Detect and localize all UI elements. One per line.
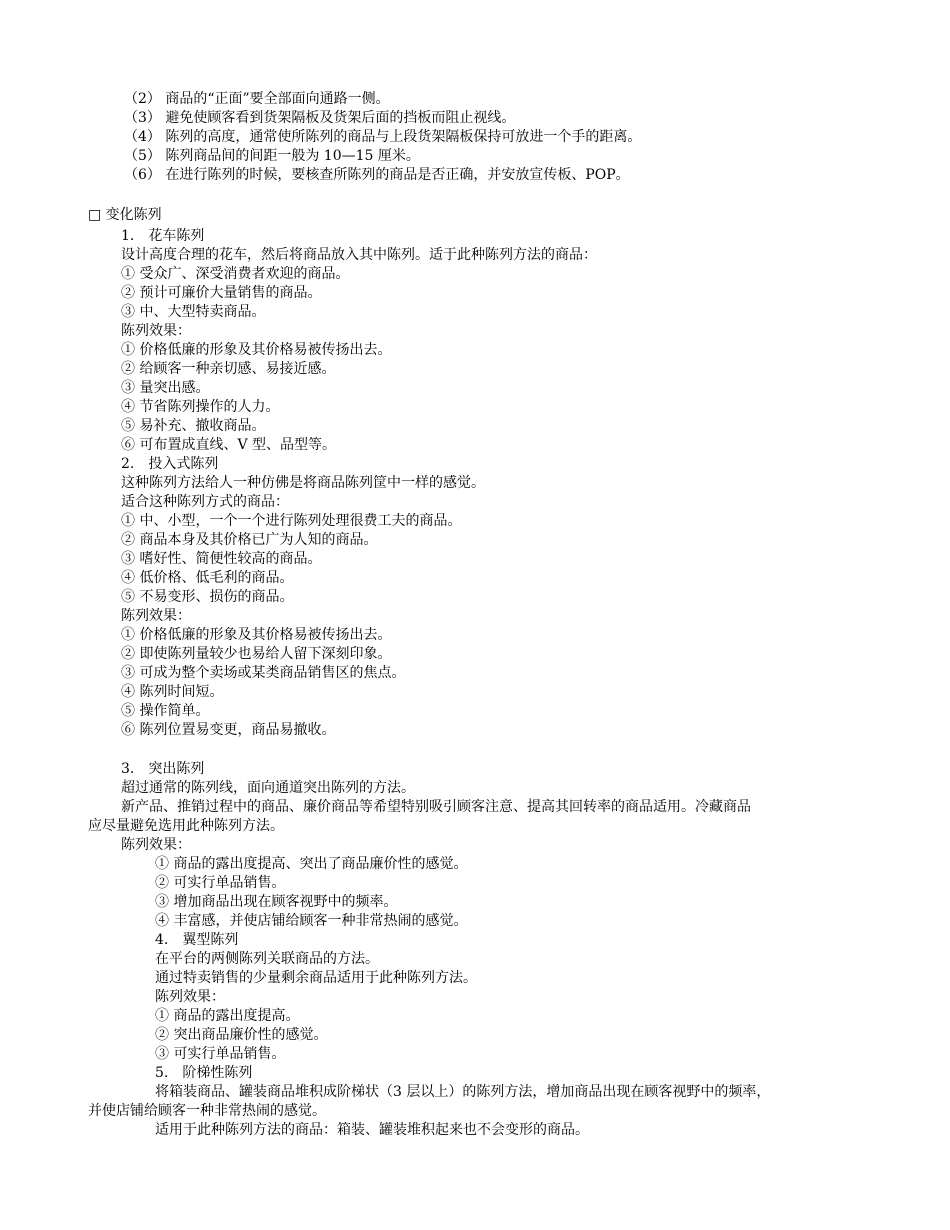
intro-item: （3） 避免使顾客看到货架隔板及货架后面的挡板而阻止视线。 — [124, 110, 516, 126]
s4-effect-item: ③ 可实行单品销售。 — [155, 1046, 286, 1062]
s2-goods-item: ④ 低价格、低毛利的商品。 — [121, 570, 294, 586]
s3-title: 3. 突出陈列 — [121, 761, 205, 777]
s3-desc: 超过通常的陈列线，面向通道突出陈列的方法。 — [121, 780, 415, 796]
s1-title: 1. 花车陈列 — [121, 228, 205, 244]
s1-effect-item: ① 价格低廉的形象及其价格易被传扬出去。 — [121, 342, 392, 358]
section-heading: □ 变化陈列 — [88, 207, 162, 223]
s5-para-line: 将箱装商品、罐装商品堆积成阶梯状（3 层以上）的陈列方法，增加商品出现在顾客视野中的频率， — [155, 1084, 771, 1100]
s2-effect-item: ⑤ 操作简单。 — [121, 703, 210, 719]
s2-effect-item: ① 价格低廉的形象及其价格易被传扬出去。 — [121, 627, 392, 643]
s5-para-line: 并使店铺给顾客一种非常热闹的感觉。 — [88, 1103, 326, 1119]
s1-effect-label: 陈列效果： — [121, 323, 191, 339]
s2-effect-item: ④ 陈列时间短。 — [121, 684, 224, 700]
s3-effect-item: ① 商品的露出度提高、突出了商品廉价性的感觉。 — [155, 856, 468, 872]
s1-goods-item: ① 受众广、深受消费者欢迎的商品。 — [121, 266, 350, 282]
s5-goods: 适用于此种陈列方法的商品：箱装、罐装堆积起来也不会变形的商品。 — [155, 1122, 589, 1138]
s1-effect-item: ④ 节省陈列操作的人力。 — [121, 399, 280, 415]
s2-desc: 这种陈列方法给人一种仿佛是将商品陈列筐中一样的感觉。 — [121, 475, 485, 491]
s5-title: 5. 阶梯性陈列 — [155, 1065, 253, 1081]
s2-effect-item: ③ 可成为整个卖场或某类商品销售区的焦点。 — [121, 665, 406, 681]
intro-item: （4） 陈列的高度，通常使所陈列的商品与上段货架隔板保持可放进一个手的距离。 — [124, 129, 642, 145]
s3-effect-item: ② 可实行单品销售。 — [155, 875, 286, 891]
s1-goods-item: ③ 中、大型特卖商品。 — [121, 304, 266, 320]
s3-effect-label: 陈列效果： — [121, 837, 191, 853]
s2-effect-label: 陈列效果： — [121, 608, 191, 624]
s2-goods-item: ② 商品本身及其价格已广为人知的商品。 — [121, 532, 378, 548]
s1-goods-item: ② 预计可廉价大量销售的商品。 — [121, 285, 322, 301]
intro-item: （2） 商品的“正面”要全部面向通路一侧。 — [124, 91, 390, 107]
s3-para-line: 新产品、推销过程中的商品、廉价商品等希望特别吸引顾客注意、提高其回转率的商品适用。冷藏商品 — [121, 799, 751, 815]
s4-desc: 在平台的两侧陈列关联商品的方法。 — [155, 951, 379, 967]
s2-goods-item: ① 中、小型，一个一个进行陈列处理很费工夫的商品。 — [121, 513, 462, 529]
s2-goods-item: ③ 嗜好性、简便性较高的商品。 — [121, 551, 322, 567]
s4-effect-label: 陈列效果： — [155, 989, 225, 1005]
s1-effect-item: ⑤ 易补充、撤收商品。 — [121, 418, 266, 434]
s3-para-line: 应尽量避免选用此种陈列方法。 — [88, 818, 284, 834]
s4-title: 4. 翼型陈列 — [155, 932, 239, 948]
s2-goods-item: ⑤ 不易变形、损伤的商品。 — [121, 589, 294, 605]
s2-goods-label: 适合这种陈列方式的商品： — [121, 494, 289, 510]
s1-effect-item: ⑥ 可布置成直线、V 型、品型等。 — [121, 437, 337, 453]
intro-item: （5） 陈列商品间的间距一般为 10—15 厘米。 — [124, 148, 420, 164]
s3-effect-item: ③ 增加商品出现在顾客视野中的频率。 — [155, 894, 398, 910]
s2-title: 2. 投入式陈列 — [121, 456, 219, 472]
s4-effect-item: ② 突出商品廉价性的感觉。 — [155, 1027, 328, 1043]
intro-item: （6） 在进行陈列的时候，要核查所陈列的商品是否正确，并安放宣传板、POP。 — [124, 167, 630, 183]
s2-effect-item: ② 即使陈列量较少也易给人留下深刻印象。 — [121, 646, 392, 662]
s2-effect-item: ⑥ 陈列位置易变更，商品易撤收。 — [121, 722, 336, 738]
s1-effect-item: ② 给顾客一种亲切感、易接近感。 — [121, 361, 336, 377]
s1-effect-item: ③ 量突出感。 — [121, 380, 210, 396]
s3-effect-item: ④ 丰富感，并使店铺给顾客一种非常热闹的感觉。 — [155, 913, 468, 929]
s4-desc: 通过特卖销售的少量剩余商品适用于此种陈列方法。 — [155, 970, 477, 986]
s1-desc: 设计高度合理的花车，然后将商品放入其中陈列。适于此种陈列方法的商品： — [121, 247, 597, 263]
s4-effect-item: ① 商品的露出度提高。 — [155, 1008, 300, 1024]
